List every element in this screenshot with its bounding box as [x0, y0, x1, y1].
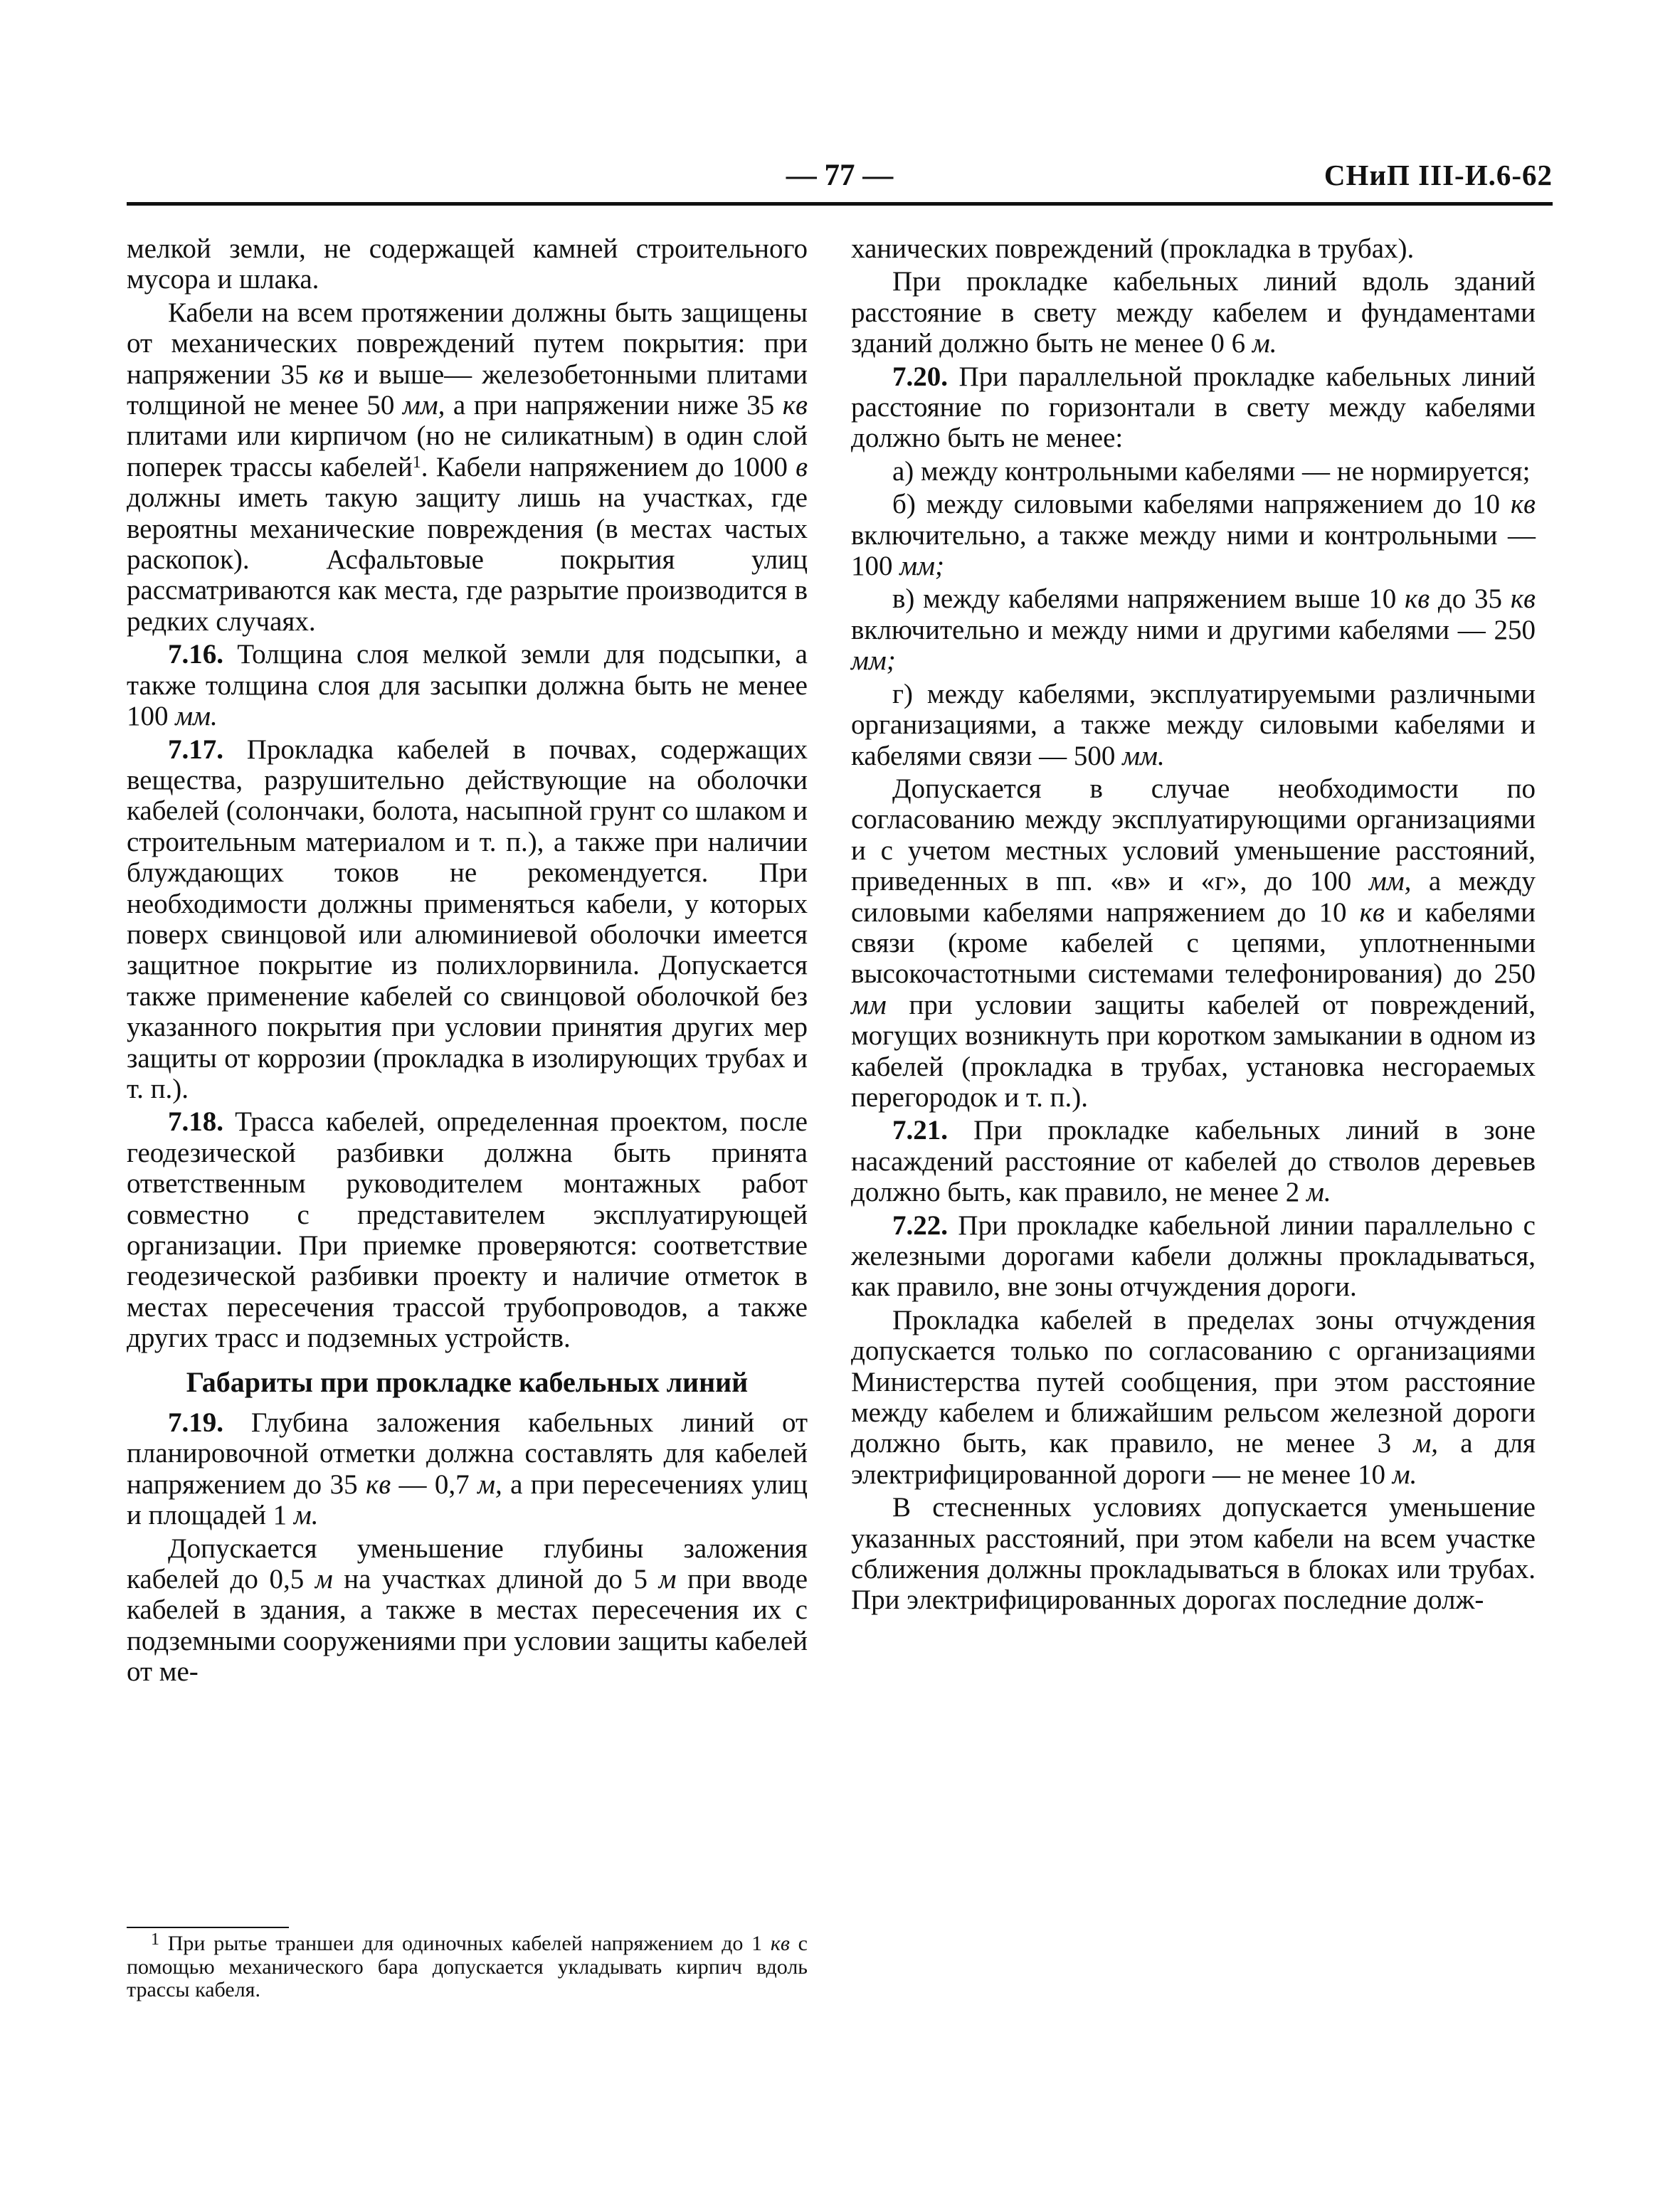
left-column — [127, 233, 808, 1690]
clause-number: 7.20. — [892, 361, 948, 392]
document-code: СНиП III-И.6-62 — [1324, 159, 1553, 191]
clause-7-22: 7.22. При прокладке кабельной линии параллельно с железными дорогами кабели должны прокладываться, как правило, вне зоны отчуждения дороги. — [851, 1210, 1536, 1303]
footnote-ref: 1 — [412, 453, 421, 472]
paragraph-distance-reduction: Допускается в случае необходимости по согласованию между эксплуатирующими организациями и с учетом местных условий уменьшение расстояний, приведенных в пп. «в» и «г», до 100 мм, а между силовыми кабелями напряжением до 10 кв и кабелями связи (кроме кабелей с цепями, уплотненными высокочастотными системами телефонирования) до 250 мм при условии защиты кабелей от повреждений, могущих возникнуть при коротком замыкании в одном из кабелей (прокладка в трубах, установка несгораемых перегородок и т. п.). — [851, 773, 1536, 1113]
paragraph-building-distance: При прокладке кабельных линий вдоль зданий расстояние в свету между кабелем и фундаментами зданий должно быть не менее 0 6 м. — [851, 266, 1536, 359]
list-item-b: б) между силовыми кабелями напряжением до 10 кв включительно, а также между ними и контрольными — 100 мм; — [851, 489, 1536, 582]
paragraph-cable-protection: Кабели на всем протяжении должны быть защищены от механических повреждений путем покрытия: при напряжении 35 кв и выше— железобетонными плитами толщиной не менее 50 мм, а при напряжении ниже 35 кв плитами или кирпичом (но не силикатным) в один слой поперек трассы кабелей$^1$. Кабели напряжением до 1000 в должны иметь такую защиту лишь на участках, где вероятны механические повреждения (в местах частых раскопок). Асфальтовые покрытия улиц рассматриваются как места, где разрытие производится в редких случаях. — [127, 297, 808, 637]
footnote: $^1$ При рытье траншеи для одиночных кабелей напряжением до 1 кв с помощью механического бара допускается укладывать кирпич вдоль трассы кабеля. — [127, 1930, 808, 2001]
paragraph-railway-zone: Прокладка кабелей в пределах зоны отчуждения допускается только по согласованию с организациями Министерства путей сообщения, при этом расстояние между кабелем и ближайшим рельсом железной дороги должно быть, как правило, не менее 3 м, а для электрифицированной дороги — не менее 10 м. — [851, 1304, 1536, 1490]
clause-7-16: 7.16. Толщина слоя мелкой земли для подсыпки, а также толщина слоя для засыпки должна быть не менее 100 мм. — [127, 639, 808, 732]
clause-number: 7.21. — [892, 1115, 948, 1146]
page-header — [127, 158, 1553, 201]
paragraph-continued: ханических повреждений (прокладка в трубах). — [851, 233, 1415, 264]
right-column — [851, 233, 1536, 1618]
clause-number: 7.19. — [168, 1407, 223, 1439]
clause-number: 7.22. — [892, 1210, 948, 1241]
clause-7-17: 7.17. Прокладка кабелей в почвах, содержащих вещества, разрушительно действующие на оболочки кабелей (солончаки, болота, насыпной грунт со шлаком и строительным материалом и т. п.), а также при наличии блуждающих токов не рекомендуется. При необходимости должны применяться кабели, у которых поверх свинцовой или алюминиевой оболочки имеется защитное покрытие из полихлорвинила. Допускается также применение кабелей со свинцовой оболочкой без указанного покрытия при условии принятия других мер защиты от коррозии (прокладка в изолирующих трубах и т. п.). — [127, 734, 808, 1104]
clause-number: 7.17. — [168, 734, 223, 765]
list-item-v: в) между кабелями напряжением выше 10 кв до 35 кв включительно и между ними и другими кабелями — 250 мм; — [851, 583, 1536, 677]
paragraph-continued: мелкой земли, не содержащей камней строительного мусора и шлака. — [127, 233, 808, 295]
list-item-g: г) между кабелями, эксплуатируемыми различными организациями, а также между силовыми кабелями и кабелями связи — 500 мм. — [851, 678, 1536, 771]
header-rule — [127, 202, 1553, 206]
clause-number: 7.18. — [168, 1106, 223, 1138]
footnote-rule — [127, 1927, 289, 1928]
clause-7-19: 7.19. Глубина заложения кабельных линий от планировочной отметки должна составлять для кабелей напряжением до 35 кв — 0,7 м, а при пересечениях улиц и площадей 1 м. — [127, 1407, 808, 1531]
clause-7-18: 7.18. Трасса кабелей, определенная проектом, после геодезической разбивки должна быть принята ответственным руководителем монтажных работ совместно с представителем эксплуатирующей организации. При приемке проверяются: соответствие геодезической разбивки проекту и наличие отметок в местах пересечения трассой трубопроводов, а также других трасс и подземных устройств. — [127, 1106, 808, 1354]
clause-number: 7.16. — [168, 639, 223, 670]
section-heading: Габариты при прокладке кабельных линий — [186, 1365, 749, 1398]
list-item-a: а) между контрольными кабелями — не нормируется; — [892, 455, 1531, 487]
paragraph-constrained-conditions: В стесненных условиях допускается уменьшение указанных расстояний, при этом кабели на всем участке сближения должны прокладываться в блоках или трубах. При электрифицированных дорогах последние долж- — [851, 1492, 1536, 1616]
page-number: — 77 — — [786, 159, 894, 192]
paragraph-depth-reduction: Допускается уменьшение глубины заложения кабелей до 0,5 м на участках длиной до 5 м при вводе кабелей в здания, а также в местах пересечения их с подземными сооружениями при условии защиты кабелей от ме- — [127, 1533, 808, 1688]
clause-7-21: 7.21. При прокладке кабельных линий в зоне насаждений расстояние от кабелей до стволов деревьев должно быть, как правило, не менее 2 м. — [851, 1115, 1536, 1208]
clause-7-20: 7.20. При параллельной прокладке кабельных линий расстояние по горизонтали в свету между кабелями должно быть не менее: — [851, 361, 1536, 454]
